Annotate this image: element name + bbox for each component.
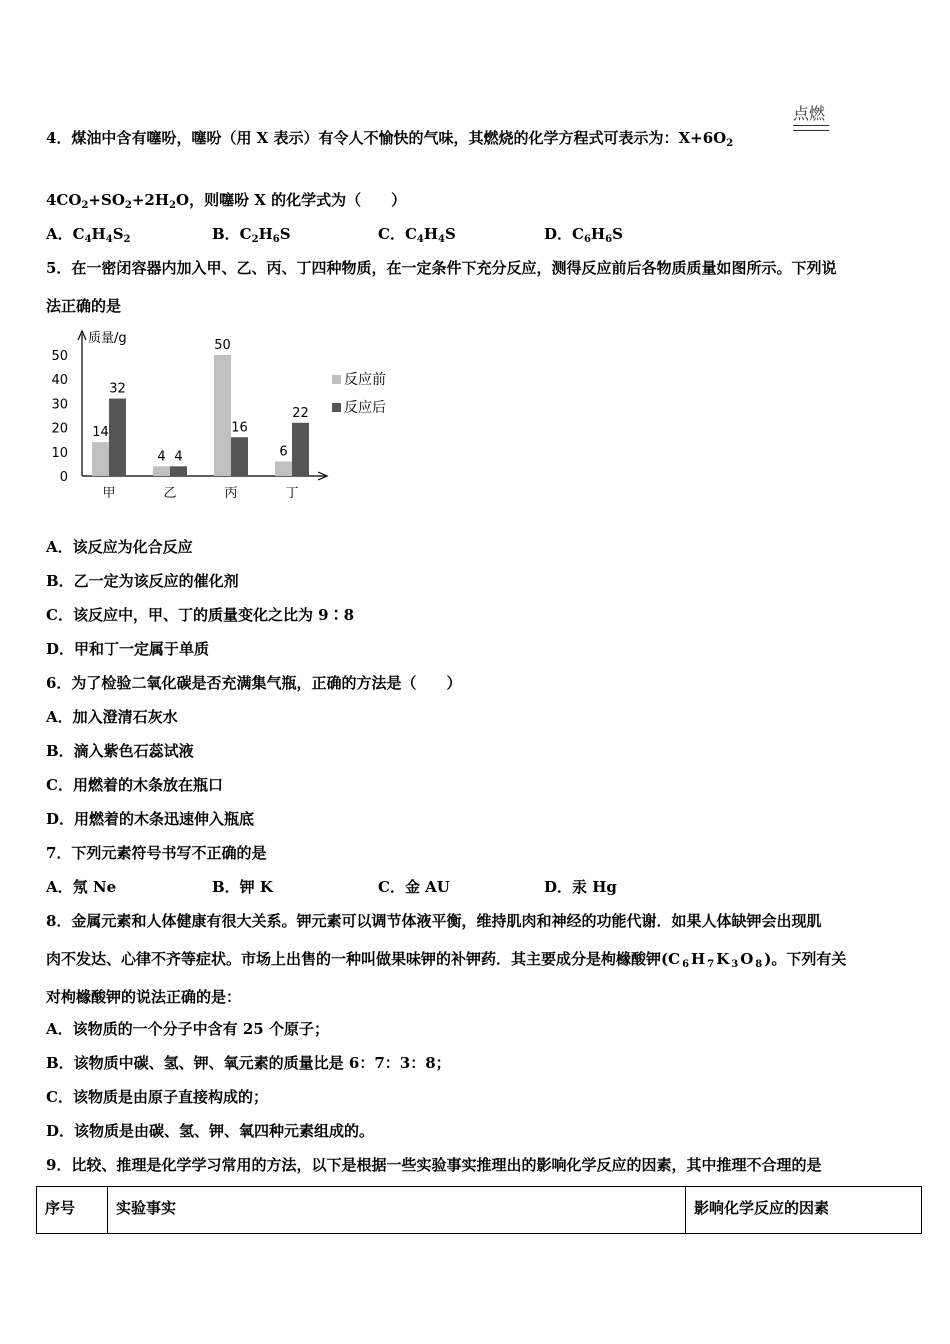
y-tick-label: 0 bbox=[59, 470, 68, 485]
q4-line2: $4CO_2+SO_2+2H_2O$，则噻吩 X 的化学式为（ ） bbox=[46, 191, 407, 211]
bar bbox=[292, 423, 309, 476]
q7-option-b[interactable]: B．钾 K bbox=[212, 878, 273, 896]
data-label: 6 bbox=[279, 444, 288, 460]
q8-option-b[interactable]: B．该物质中碳、氢、钾、氧元素的质量比是 6：7：3：8； bbox=[46, 1054, 451, 1072]
reaction-arrow bbox=[793, 125, 829, 131]
reaction-condition: 点燃 bbox=[793, 104, 826, 123]
q8-line1: 8．金属元素和人体健康有很大关系。钾元素可以调节体液平衡，维持肌肉和神经的功能代谢．如果人体缺钾会出现肌 bbox=[46, 912, 822, 930]
y-tick-label: 10 bbox=[51, 445, 68, 461]
q6-option-c[interactable]: C．用燃着的木条放在瓶口 bbox=[46, 776, 223, 794]
q4-option-b[interactable]: B．$C_2H_6S$ bbox=[212, 225, 291, 245]
y-axis-label: 质量/g bbox=[88, 331, 127, 346]
q5-option-d[interactable]: D．甲和丁一定属于单质 bbox=[46, 640, 210, 658]
q6-option-d[interactable]: D．用燃着的木条迅速伸入瓶底 bbox=[46, 810, 255, 828]
q8-line2: 肉不发达、心律不齐等症状。市场上出售的一种叫做果味钾的补钾药．其主要成分是枸橼酸钾$(C_6H_7K_3O_8)$。下列有关 bbox=[46, 950, 847, 970]
data-label: 22 bbox=[292, 405, 309, 421]
q7-line1: 7．下列元素符号书写不正确的是 bbox=[46, 844, 267, 862]
q5-option-b[interactable]: B．乙一定为该反应的催化剂 bbox=[46, 572, 239, 590]
table-header-cell: 实验事实 bbox=[108, 1187, 686, 1234]
q8-option-a[interactable]: A．该物质的一个分子中含有 25 个原子； bbox=[46, 1020, 329, 1038]
q8-option-d[interactable]: D．该物质是由碳、氢、钾、氧四种元素组成的。 bbox=[46, 1122, 375, 1140]
data-label: 14 bbox=[92, 425, 109, 441]
x-tick-label: 丙 bbox=[224, 486, 238, 501]
data-label: 16 bbox=[231, 420, 248, 436]
x-tick-label: 甲 bbox=[102, 486, 116, 501]
table-header-row bbox=[37, 1187, 922, 1234]
bar bbox=[153, 466, 170, 476]
data-label: 32 bbox=[109, 381, 126, 397]
q7-option-a[interactable]: A．氖 Ne bbox=[46, 878, 117, 896]
legend-swatch bbox=[332, 403, 341, 412]
q9-line1: 9．比较、推理是化学学习常用的方法，以下是根据一些实验事实推理出的影响化学反应的因素，其中推理不合理的是 bbox=[46, 1156, 822, 1174]
legend-label: 反应前 bbox=[344, 372, 386, 388]
mass-bar-chart bbox=[44, 324, 404, 504]
q6-option-a[interactable]: A．加入澄清石灰水 bbox=[46, 708, 178, 726]
q8-line3: 对枸橼酸钾的说法正确的是： bbox=[46, 988, 242, 1006]
table-header-cell: 序号 bbox=[37, 1187, 108, 1234]
data-label: 50 bbox=[214, 338, 231, 353]
q6-line1: 6．为了检验二氧化碳是否充满集气瓶，正确的方法是（ ） bbox=[46, 674, 462, 692]
y-tick-label: 50 bbox=[51, 349, 68, 364]
q5-line2: 法正确的是 bbox=[46, 297, 122, 315]
q4-option-d[interactable]: D．$C_6H_6S$ bbox=[544, 225, 623, 245]
potassium-citrate-formula: $C_6H_7K_3O_8$ bbox=[668, 950, 765, 970]
x-tick-label: 丁 bbox=[285, 486, 299, 501]
q5-option-c[interactable]: C．该反应中，甲、丁的质量变化之比为 9∶8 bbox=[46, 606, 355, 624]
q9-table bbox=[36, 1186, 922, 1234]
data-label: 4 bbox=[174, 449, 183, 465]
q7-option-d[interactable]: D．汞 Hg bbox=[544, 878, 617, 896]
bar bbox=[275, 461, 292, 476]
data-label: 4 bbox=[157, 449, 166, 465]
x-tick-label: 乙 bbox=[163, 486, 177, 501]
y-tick-label: 20 bbox=[51, 421, 68, 437]
bar bbox=[109, 399, 126, 476]
q8-option-c[interactable]: C．该物质是由原子直接构成的； bbox=[46, 1088, 268, 1106]
q7-option-c[interactable]: C．金 AU bbox=[378, 878, 450, 896]
legend-label: 反应后 bbox=[344, 400, 386, 416]
q4-line1: 4．煤油中含有噻吩，噻吩（用 X 表示）有令人不愉快的气味，其燃烧的化学方程式可表示为：$X+6O_2$ bbox=[46, 129, 734, 149]
table-header-cell: 影响化学反应的因素 bbox=[686, 1187, 922, 1234]
bar bbox=[92, 442, 109, 476]
q4-option-a[interactable]: A．$C_4H_4S_2$ bbox=[46, 225, 131, 245]
legend-swatch bbox=[332, 375, 341, 384]
bar bbox=[170, 466, 187, 476]
y-tick-label: 30 bbox=[51, 397, 68, 413]
bar bbox=[214, 355, 231, 476]
q6-option-b[interactable]: B．滴入紫色石蕊试液 bbox=[46, 742, 194, 760]
bar bbox=[231, 437, 248, 476]
y-tick-label: 40 bbox=[51, 373, 68, 389]
q5-option-a[interactable]: A．该反应为化合反应 bbox=[46, 538, 193, 556]
q5-line1: 5．在一密闭容器内加入甲、乙、丙、丁四种物质，在一定条件下充分反应，测得反应前后各物质质量如图所示。下列说 bbox=[46, 259, 837, 277]
q4-option-c[interactable]: C．$C_4H_4S$ bbox=[378, 225, 456, 245]
